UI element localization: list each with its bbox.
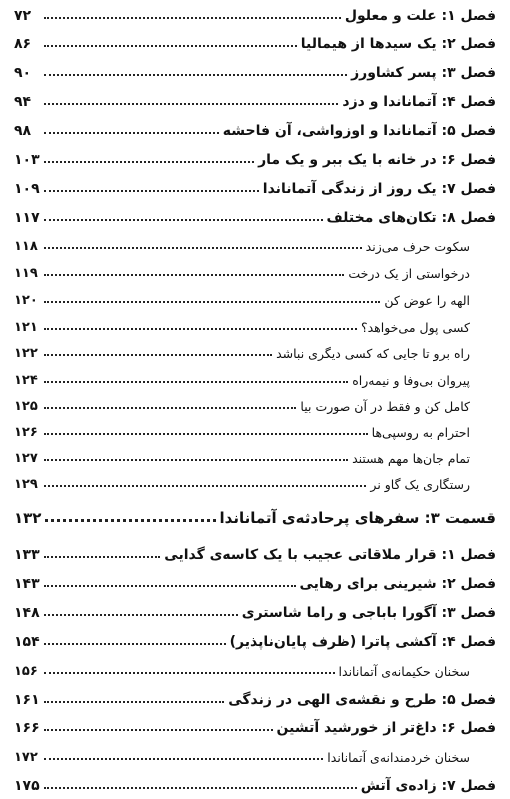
toc-entry-title: قسمت ۳: سفرهای پرحادثه‌ی آتماناندا [219,509,496,527]
toc-entry-title: احترام به روسپی‌ها [371,425,470,440]
toc-entry-title: فصل ۳: پسر کشاورز [351,65,496,81]
dot-leader [44,643,226,645]
toc-subentry [14,472,496,492]
toc-entry [14,2,496,24]
toc-subentry [14,659,496,679]
toc-entry-title: فصل ۱: علت و معلول [344,8,496,24]
toc-entry [14,628,496,650]
toc-page-number: ۱۴۳ [14,576,40,592]
toc-page-number: ۱۲۵ [14,399,38,414]
toc-entry-title: رستگاری یک گاو نر [370,477,470,492]
toc-entry [14,88,496,110]
toc-entry [14,59,496,81]
toc-subentry [14,420,496,440]
toc-page-number: ۱۵۴ [14,634,40,650]
dot-leader [44,758,323,760]
dot-leader [44,614,238,616]
toc-page-number: ۱۲۲ [14,346,38,361]
toc-entry-title: فصل ۸: تکان‌های مختلف [326,210,496,226]
toc-page-number: ۱۷۵ [14,778,40,794]
toc-page-number: ۱۰۹ [14,181,40,197]
toc-page-number: ۹۸ [14,123,32,139]
toc-page-number: ۱۶۶ [14,720,40,736]
toc-entry-title: کسی پول می‌خواهد؟ [360,320,470,335]
dot-leader [44,274,344,276]
toc-page-number: ۱۲۱ [14,320,38,335]
toc-entry [14,714,496,736]
dot-leader [44,485,366,487]
toc-page-number: ۹۴ [14,94,32,110]
dot-leader [44,74,347,76]
dot-leader [44,328,357,330]
dot-leader [44,672,335,674]
toc-page-number: ۱۵۶ [14,664,38,679]
toc-entry-title: فصل ۷: زاده‌ی آتش [360,778,496,794]
toc-entry [14,599,496,621]
toc-subentry [14,288,496,308]
dot-leader [44,701,224,703]
toc-entry-title: فصل ۴: آتماناندا و دزد [342,94,496,110]
dot-leader [45,519,215,522]
toc-entry-title: فصل ۱: قرار ملاقاتی عجیب با یک کاسه‌ی گدایی [164,547,496,563]
toc-part-heading [14,503,496,527]
toc-entry-title: فصل ۲: یک سیدها از هیمالیا [300,36,496,52]
toc-page-number: ۱۲۴ [14,373,38,388]
dot-leader [44,433,368,435]
toc-entry-title: فصل ۲: شیرینی برای رهایی [299,576,496,592]
toc-entry-title: سکوت حرف می‌زند [365,239,470,254]
toc-entry [14,117,496,139]
toc-subentry [14,234,496,254]
toc-subentry [14,368,496,388]
toc-page-number: ۱۳۳ [14,547,40,563]
toc-entry-title: کامل کن و فقط در آن صورت بیا [300,399,470,414]
toc-page-number: ۱۱۷ [14,210,40,226]
toc-page-number: ۱۲۷ [14,451,38,466]
toc-entry-title: فصل ۴: آکشی پاترا (ظرف پایان‌ناپذیر) [229,634,496,650]
dot-leader [44,103,338,105]
dot-leader [44,247,362,249]
toc-entry [14,686,496,708]
dot-leader [44,556,160,558]
dot-leader [44,219,323,221]
toc-entry [14,570,496,592]
toc-entry [14,541,496,563]
dot-leader [44,381,348,383]
dot-leader [44,787,357,789]
toc-entry [14,204,496,226]
dot-leader [44,161,254,163]
toc-page-number: ۱۲۹ [14,477,38,492]
toc-page-number: ۱۱۸ [14,239,38,254]
toc-page-number: ۱۱۹ [14,266,38,281]
toc-entry-title: سخنان حکیمانه‌ی آتماناندا [338,664,470,679]
toc-subentry [14,341,496,361]
toc-page-number: ۹۰ [14,65,32,81]
toc-page-number: ۱۲۰ [14,293,38,308]
toc-entry [14,146,496,168]
toc-subentry [14,261,496,281]
toc-page-number: ۱۴۸ [14,605,40,621]
toc-entry [14,772,496,794]
toc-subentry [14,446,496,466]
dot-leader [44,132,219,134]
dot-leader [44,45,297,47]
toc-entry [14,30,496,52]
toc-entry-title: درخواستی از یک درخت [348,266,470,281]
toc-entry-title: پیروان بی‌وفا و نیمه‌راه [352,373,470,388]
dot-leader [44,190,259,192]
toc-entry-title: فصل ۶: در خانه با یک ببر و یک مار [258,152,496,168]
toc-subentry [14,315,496,335]
dot-leader [44,407,296,409]
toc-page-number: ۱۲۶ [14,425,38,440]
dot-leader [44,301,380,303]
dot-leader [44,459,348,461]
toc-page-number: ۸۶ [14,36,32,52]
toc-entry-title: تمام جان‌ها مهم هستند [352,451,470,466]
toc-entry [14,175,496,197]
toc-subentry [14,745,496,765]
toc-page-number: ۱۷۲ [14,750,38,765]
toc-entry-title: فصل ۶: داغ‌تر از خورشید آتشین [276,720,496,736]
toc-entry-title: راه برو تا جایی که کسی دیگری نباشد [276,346,470,361]
toc-entry-title: فصل ۷: یک روز از زندگی آتماناندا [262,181,496,197]
toc-entry-title: فصل ۵: آتماناندا و اوزواشی، آن فاحشه [222,123,496,139]
dot-leader [44,17,341,19]
toc-page-number: ۱۶۱ [14,692,40,708]
toc-page-number: ۱۳۲ [14,509,42,527]
toc-entry-title: فصل ۳: آگورا باباجی و راما شاستری [241,605,496,621]
toc-page-number: ۷۲ [14,8,32,24]
toc-entry-title: فصل ۵: طرح و نقشه‌ی الهی در زندگی [228,692,496,708]
toc-entry-title: سخنان خردمندانه‌ی آتماناندا [327,750,470,765]
toc-subentry [14,394,496,414]
toc-page-number: ۱۰۳ [14,152,40,168]
dot-leader [44,585,296,587]
toc-entry-title: الهه را عوض کن [384,293,470,308]
dot-leader [44,729,273,731]
dot-leader [44,354,272,356]
